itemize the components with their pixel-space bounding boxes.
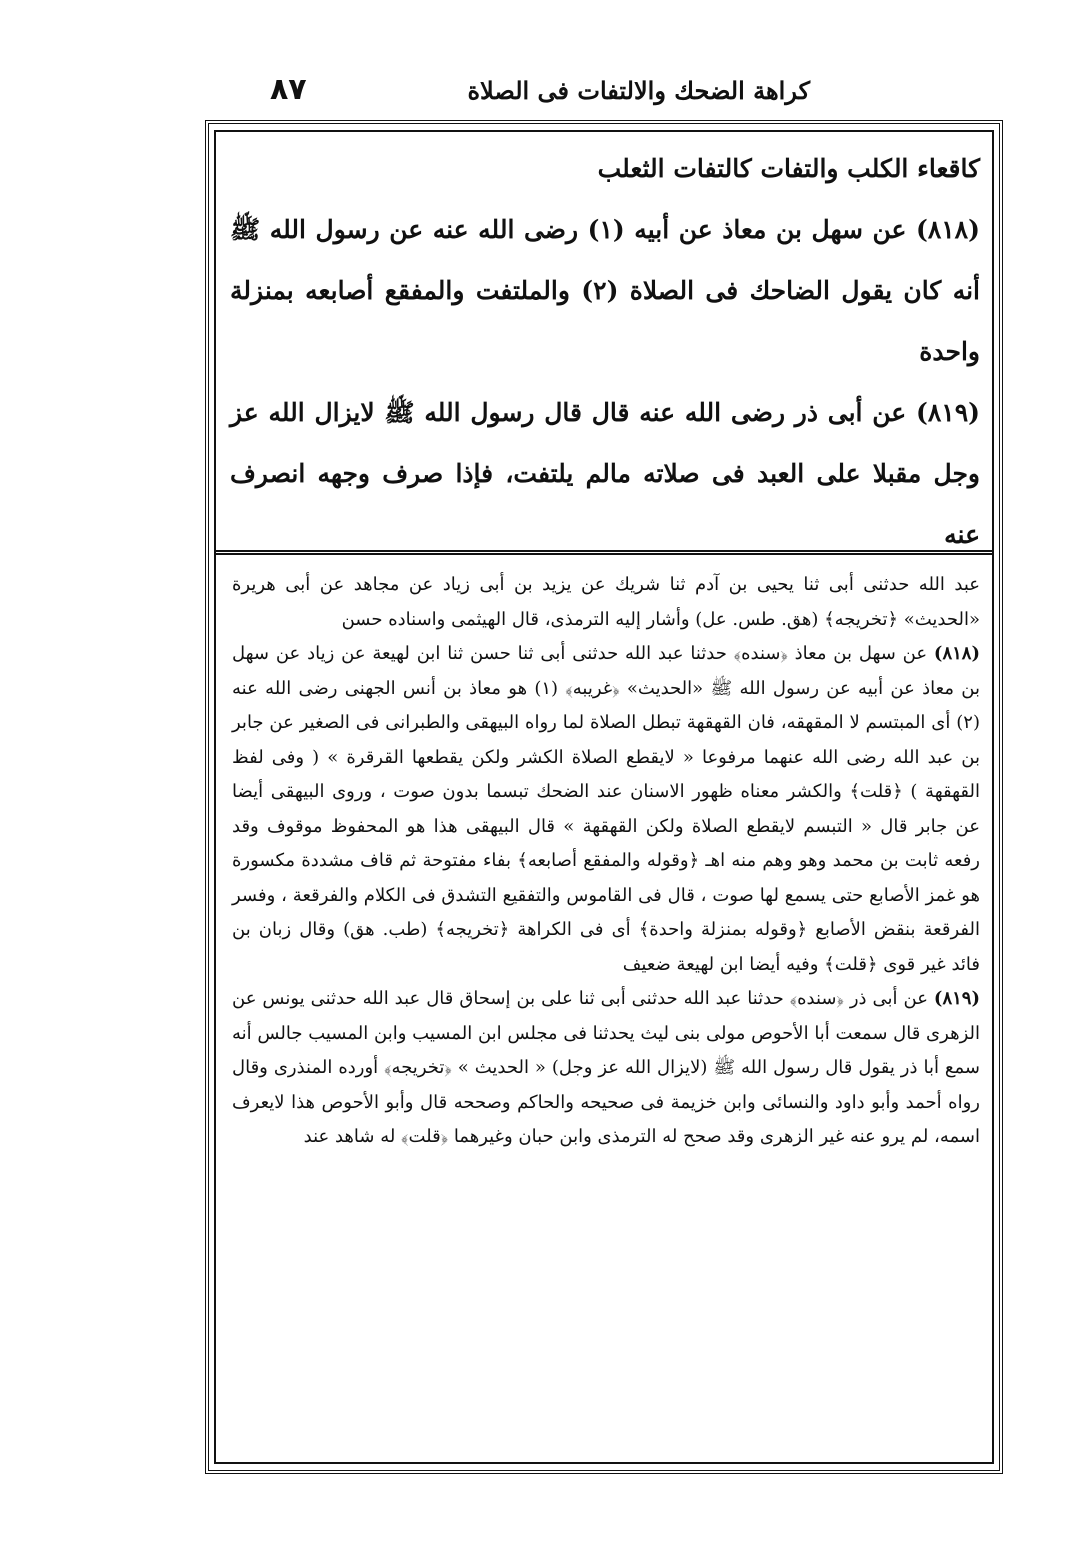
commentary-819 bbox=[232, 982, 980, 1155]
running-title: كراهة الضحك والالتفات فى الصلاة bbox=[467, 76, 810, 105]
hadith-818 bbox=[230, 199, 980, 382]
commentary-paragraph-1: عبد الله حدثنى أبى ثنا يحيى بن آدم ثنا شريك عن يزيد بن أبى زياد عن مجاهد عن أبى هريرة «الحديث» ﴿تخريجه﴾ (هق. طس. عل) وأشار إليه الترمذى، قال الهيثمى واسناده حسن bbox=[232, 574, 980, 630]
commentary-818-number: (٨١٨) bbox=[933, 643, 980, 664]
commentary-819-text: عن أبى ذر ﴿سنده﴾ حدثنا عبد الله حدثنى أبى ثنا على بن إسحاق قال عبد الله حدثنى يونس عن الزهرى قال سمعت أبا الأحوص مولى بنى ليث يحدثنا فى مجلس ابن المسيب وابن المسيب جالس أنه سمع أبا ذر يقول قال رسول الله ﷺ (لايزال الله عز وجل) « الحديث » ﴿تخريجه﴾ أورده المنذرى وقال رواه أحمد وأبو داود والنسائى وابن خزيمة فى صحيحه والحاكم وصححه قال وأبو الأحوص هذا لايعرف اسمه، لم يرو عنه غير الزهرى وقد صحح له الترمذى وابن حبان وغيرهما ﴿قلت﴾ له شاهد عند bbox=[232, 988, 980, 1147]
commentary-819-number: (٨١٩) bbox=[933, 988, 980, 1009]
commentary-block bbox=[232, 568, 980, 1458]
hadith-819-text: عن أبى ذر رضى الله عنه قال قال رسول الله ﷺ لايزال الله عز وجل مقبلا على العبد فى صلاته مالم يلتفت، فإذا صرف وجهه انصرف عنه bbox=[230, 398, 980, 549]
matn-intro-line: كاقعاء الكلب والتفات كالتفات الثعلب bbox=[597, 154, 980, 183]
commentary-818-text: عن سهل بن معاذ ﴿سنده﴾ حدثنا عبد الله حدثنى أبى ثنا حسن ثنا ابن لهيعة عن زياد عن سهل بن معاذ عن أبيه عن رسول الله ﷺ «الحديث» ﴿غريبه﴾ (١) هو معاذ بن أنس الجهنى رضى الله عنه (٢) أى المبتسم لا المقهقه، فان القهقهة تبطل الصلاة لما رواه البيهقى والطبرانى فى الصغير عن جابر بن عبد الله رضى الله عنهما مرفوعا « لايقطع الصلاة الكشر ولكن يقطعها القرقرة » ( وفى لفظ القهقهة ) ﴿قلت﴾ والكشر معناه ظهور الاسنان عند الضحك تبسما بدون صوت ، وروى البيهقى أيضا عن جابر قال « التبسم لايقطع الصلاة ولكن القهقهة » قال البيهقى هذا هو المحفوظ موقوف وقد رفعه ثابت بن محمد وهو وهم منه اهـ ﴿وقوله والمفقع أصابعه﴾ بفاء مفتوحة ثم قاف مشددة مكسورة هو غمز الأصابع حتى يسمع لها صوت ، قال فى القاموس والتفقيع التشدق فى الكلام والفرقعة ، وفسر الفرقعة بنقض الأصابع ﴿وقوله بمنزلة واحدة﴾ أى فى الكراهة ﴿تخريجه﴾ (طب. هق) وقال زبان بن فائد غير قوى ﴿قلت﴾ وفيه أيضا ابن لهيعة ضعيف bbox=[232, 643, 980, 975]
page-header bbox=[230, 70, 830, 120]
hadith-819 bbox=[230, 382, 980, 565]
hadith-818-text: عن سهل بن معاذ عن أبيه (١) رضى الله عنه عن رسول الله ﷺ أنه كان يقول الضاحك فى الصلاة (٢) والملتفت والمفقع أصابعه بمنزلة واحدة bbox=[230, 215, 980, 366]
hadith-text-block bbox=[230, 138, 980, 549]
section-divider bbox=[214, 550, 994, 555]
commentary-818 bbox=[232, 637, 980, 982]
hadith-818-number: (٨١٨) bbox=[915, 215, 980, 244]
hadith-819-number: (٨١٩) bbox=[916, 398, 980, 427]
page-number: ٨٧ bbox=[270, 72, 307, 107]
